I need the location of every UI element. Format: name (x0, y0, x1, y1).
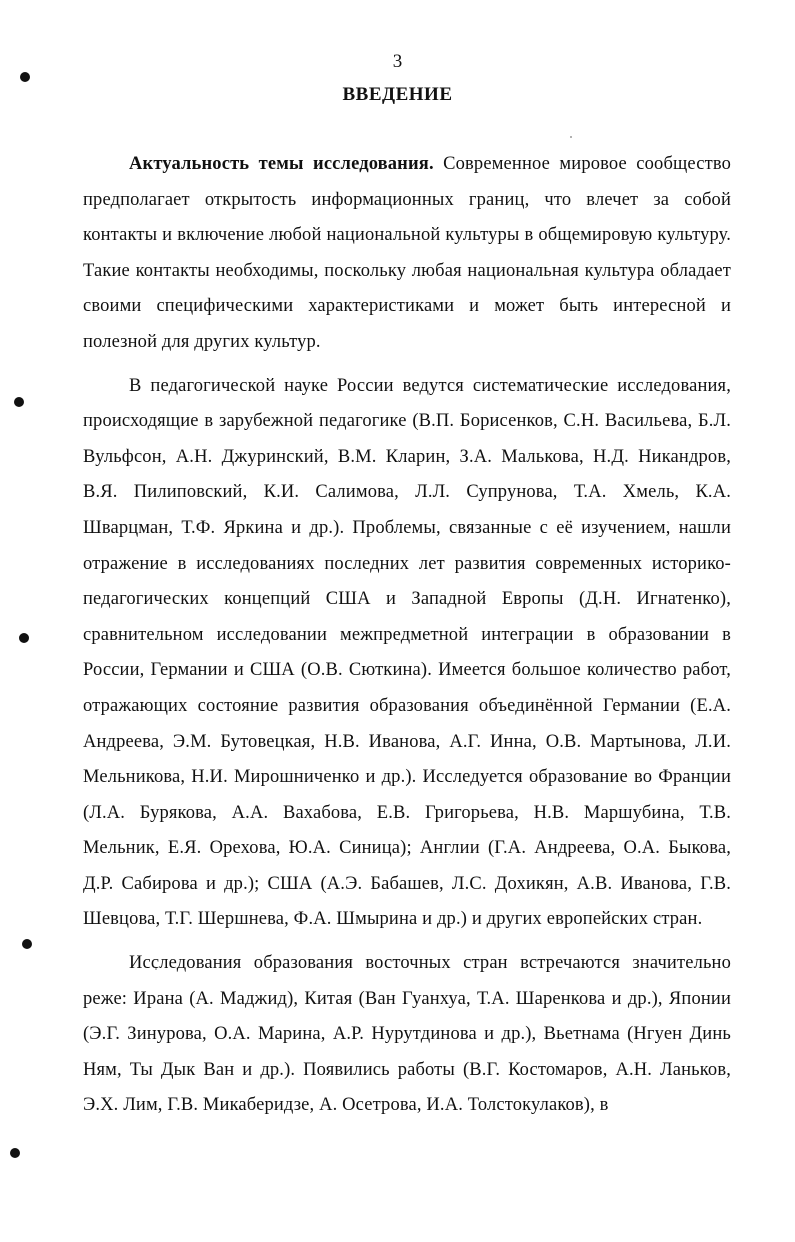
binder-hole-4 (22, 939, 32, 949)
scan-speck (570, 136, 572, 138)
binder-hole-3 (19, 633, 29, 643)
page-number: 3 (392, 51, 403, 72)
paragraph-research-overview: В педагогической науке России ведутся систематические исследования, происходящие в зарубежной педагогике (В.П. Борисенков, С.Н. Васильева, Б.Л. Вульфсон, А.Н. Джуринский, В.М. Кларин, З.А. Малькова, Н.Д. Никандров, В.Я. Пилиповский, К.И. Салимова, Л.Л. Супрунова, Т.А. Хмель, К.А. Шварцман, Т.Ф. Яркина и др.). Проблемы, связанные с её изучением, нашли отражение в исследованиях последних лет развития современных историко-педагогических концепций США и Западной Европы (Д.Н. Игнатенко), сравнительном исследовании межпредметной интеграции в образовании в России, Германии и США (О.В. Сюткина). Имеется большое количество работ, отражающих состояние развития образования объединённой Германии (Е.А. Андреева, Э.М. Бутовецкая, Н.В. Иванова, А.Г. Инна, О.В. Мартынова, Л.И. Мельникова, Н.И. Мирошниченко и др.). Исследуется образование во Франции (Л.А. Бурякова, А.А. Вахабова, Е.В. Григорьева, Н.В. Маршубина, Т.В. Мельник, Е.Я. Орехова, Ю.А. Синица); Англии (Г.А. Андреева, О.А. Быкова, Д.Р. Сабирова и др.); США (А.Э. Бабашев, Л.С. Дохикян, А.В. Иванова, Г.В. Шевцова, Т.Г. Шершнева, Ф.А. Шмырина и др.) и других европейских стран. (83, 375, 731, 930)
paragraph-eastern-countries: Исследования образования восточных стран встречаются значительно реже: Ирана (А. Маджид), Китая (Ван Гуанхуа, Т.А. Шаренкова и др.), Японии (Э.Г. Зинурова, О.А. Марина, А.Р. Нурутдинова и др.), Вьетнама (Нгуен Динь Ням, Ты Дык Ван и др.). Появились работы (В.Г. Костомаров, А.Н. Ланьков, Э.Х. Лим, Г.В. Микаберидзе, А. Осетрова, И.А. Толстокулаков), в (83, 953, 731, 1116)
page-title: ВВЕДЕНИЕ (342, 84, 453, 105)
document-body (83, 147, 731, 1124)
paragraph-relevance (83, 147, 731, 361)
paragraph-text: Современное мировое сообщество предполагает открытость информационных границ, что влечет за собой контакты и включение любой национальной культуры в общемировую культуру. Такие контакты необходимы, поскольку любая национальная культура обладает своими специфическими характеристиками и может быть интересной и полезной для других культур. (83, 154, 731, 352)
binder-hole-5 (10, 1148, 20, 1158)
binder-hole-2 (14, 397, 24, 407)
paragraph-lead-heading: Актуальность темы исследования. (129, 154, 434, 174)
